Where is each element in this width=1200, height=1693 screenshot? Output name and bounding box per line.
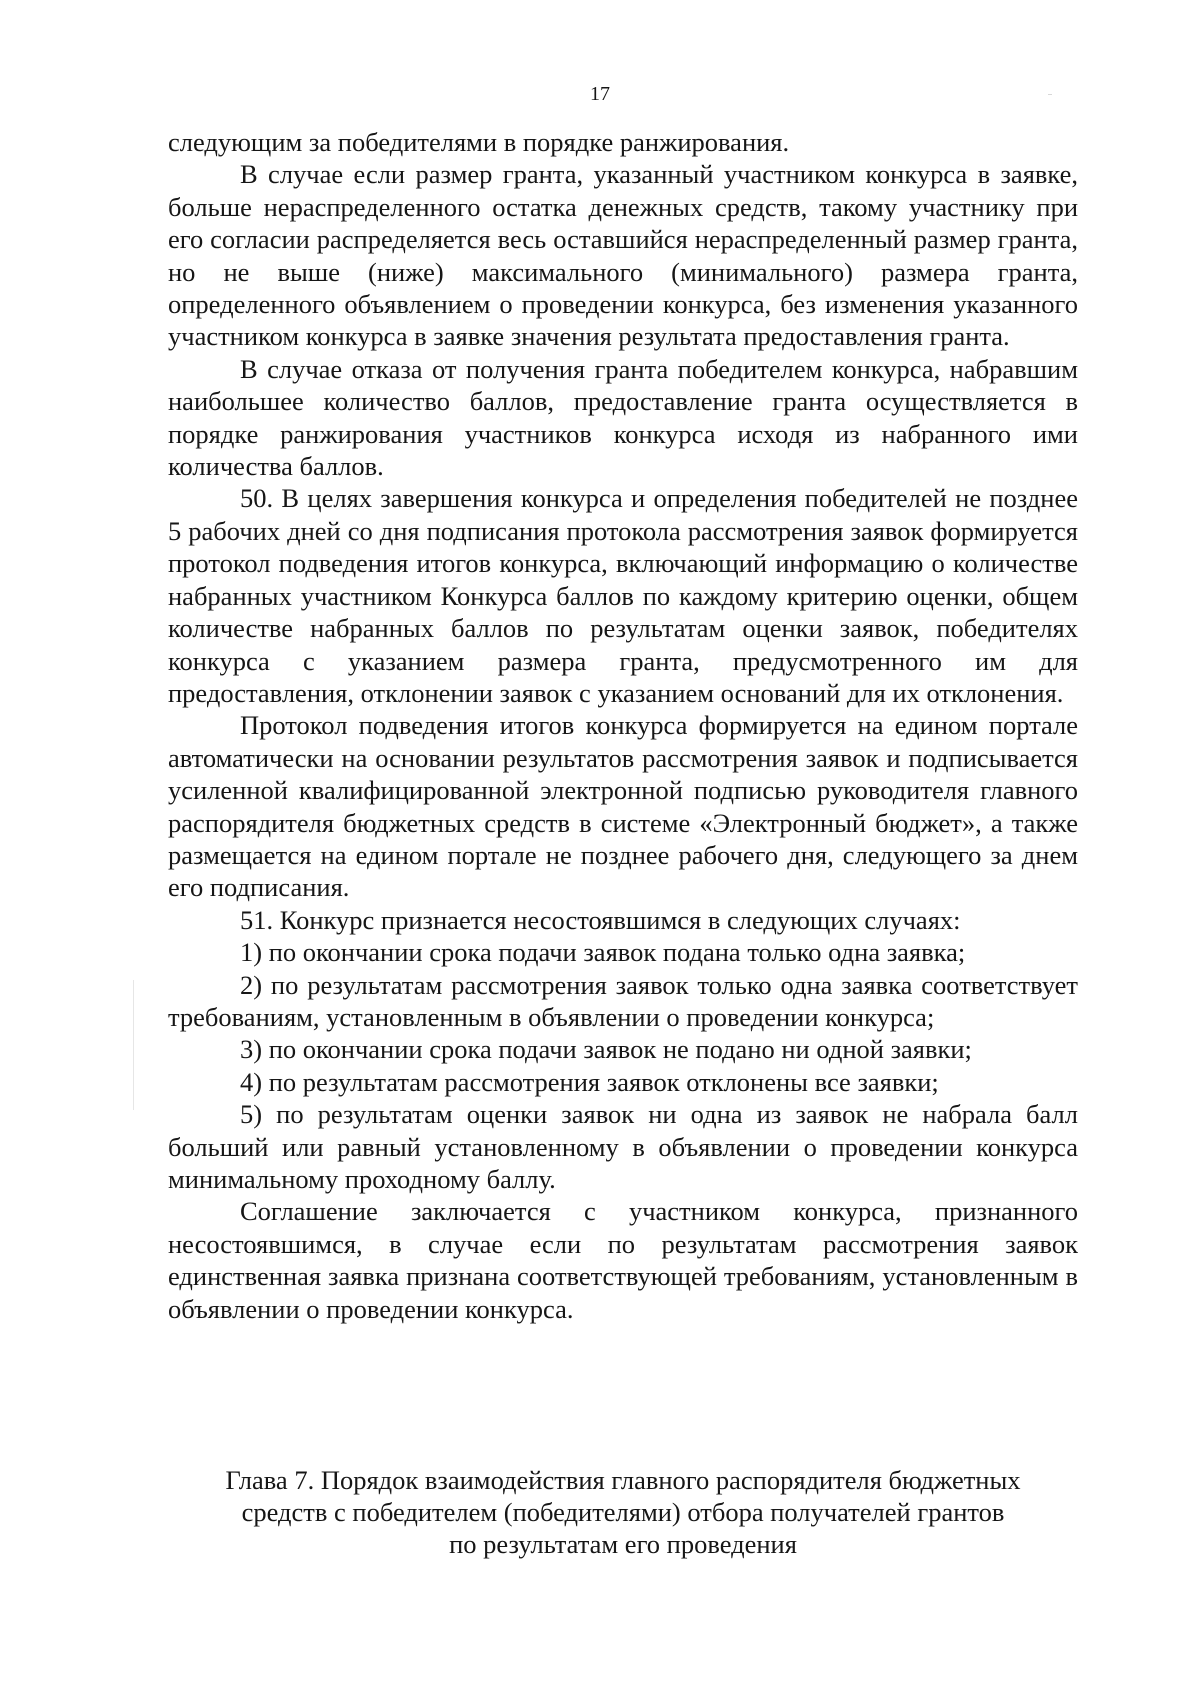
chapter-heading-line-1: Глава 7. Порядок взаимодействия главного распорядителя бюджетных xyxy=(225,1465,1021,1495)
scan-artifact xyxy=(1048,94,1052,95)
list-item-2: 2) по результатам рассмотрения заявок только одна заявка соответствует требованиям, установленным в объявлении о проведении конкурса; xyxy=(168,969,1078,1032)
paragraph-protocol: Протокол подведения итогов конкурса формируется на едином портале автоматически на основании результатов рассмотрения заявок и подписывается усиленной квалифицированной электронной подписью руководителя главного распорядителя бюджетных средств в системе «Электронный бюджет», а также размещается на едином портале не позднее рабочего дня, следующего за днем его подписания. xyxy=(168,710,1078,903)
list-item-3: 3) по окончании срока подачи заявок не подано ни одной заявки; xyxy=(240,1034,972,1065)
paragraph-agreement: Соглашение заключается с участником конкурса, признанного несостоявшимся, в случае если по результатам рассмотрения заявок единственная заявка признана соответствующей требованиям, установленным в объявлении о проведении конкурса. xyxy=(168,1196,1078,1324)
chapter-heading xyxy=(168,1464,1078,1560)
paragraph-grant-remainder: В случае если размер гранта, указанный участником конкурса в заявке, больше нераспределенного остатка денежных средств, такому участнику при его согласии распределяется весь оставшийся нераспределенный размер гранта, но не выше (ниже) максимального (минимального) размера гранта, определенного объявлением о проведении конкурса, без изменения указанного участником конкурса в заявке значения результата предоставления гранта. xyxy=(168,159,1078,352)
paragraph-continuation: следующим за победителями в порядке ранжирования. xyxy=(168,127,790,157)
paragraph-clause-50: 50. В целях завершения конкурса и определения победителей не позднее 5 рабочих дней со дня подписания протокола рассмотрения заявок формируется протокол подведения итогов конкурса, включающий информацию о количестве набранных участником Конкурса баллов по каждому критерию оценки, общем количестве набранных баллов по результатам оценки заявок, победителях конкурса с указанием размера гранта, предусмотренного им для предоставления, отклонении заявок с указанием оснований для их отклонения. xyxy=(168,483,1078,708)
paragraph-winner-refusal: В случае отказа от получения гранта победителем конкурса, набравшим наибольшее количество баллов, предоставление гранта осуществляется в порядке ранжирования участников конкурса исходя из набранного ими количества баллов. xyxy=(168,353,1078,482)
paragraph-clause-51: 51. Конкурс признается несостоявшимся в следующих случаях: xyxy=(240,904,961,935)
list-item-4: 4) по результатам рассмотрения заявок отклонены все заявки; xyxy=(240,1066,939,1097)
page-number: 17 xyxy=(590,83,610,105)
list-item-5: 5) по результатам оценки заявок ни одна из заявок не набрала балл больший или равный установленному в объявлении о проведении конкурса минимальному проходному баллу. xyxy=(168,1099,1078,1194)
scan-margin-mark xyxy=(133,980,134,1110)
chapter-heading-line-2: средств с победителем (победителями) отбора получателей грантов xyxy=(241,1497,1005,1527)
list-item-1: 1) по окончании срока подачи заявок подана только одна заявка; xyxy=(240,937,966,968)
document-body xyxy=(168,126,1078,1325)
chapter-heading-line-3: по результатам его проведения xyxy=(449,1529,797,1559)
